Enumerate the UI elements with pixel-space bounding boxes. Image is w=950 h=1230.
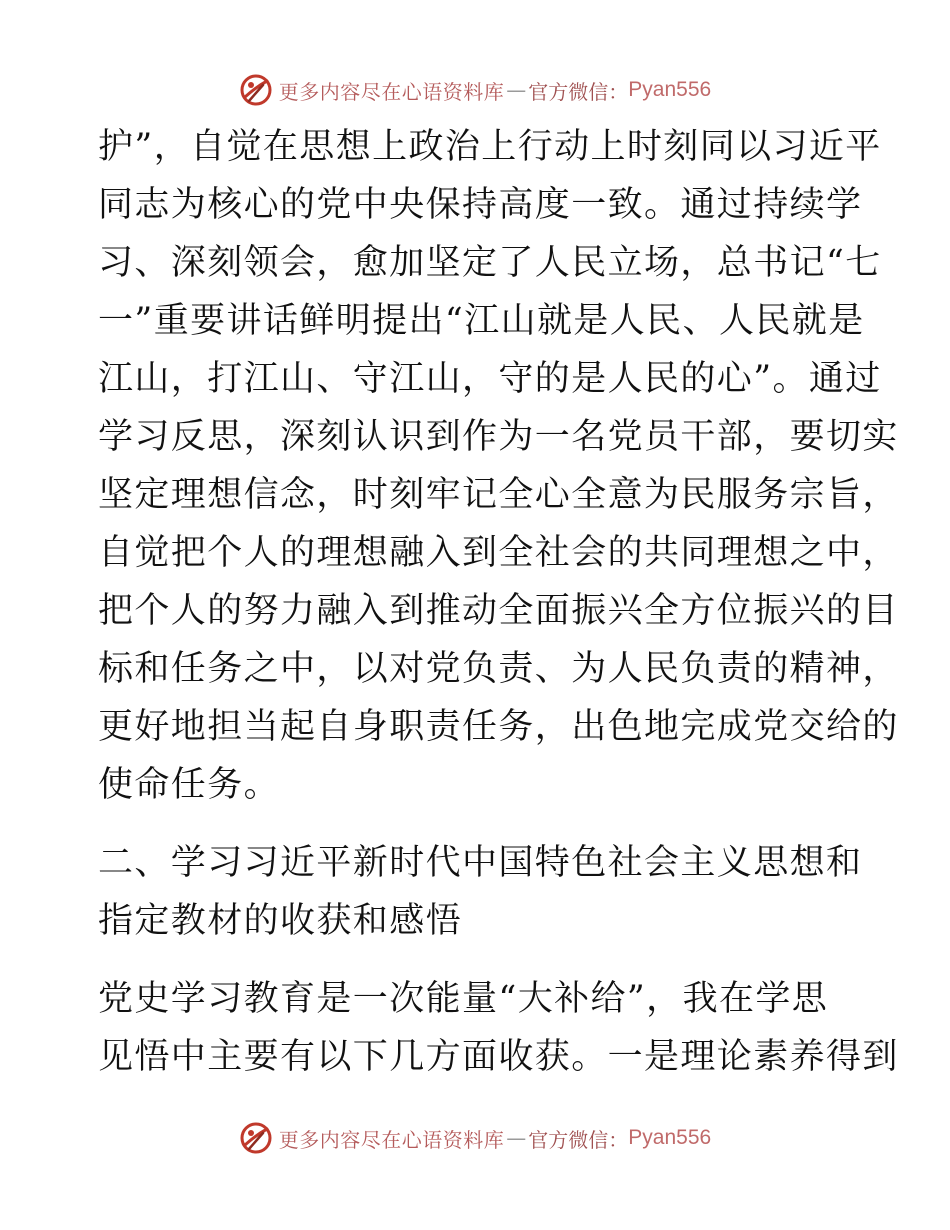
body-line: 标和任务之中，以对党负责、为人民负责的精神， (98, 649, 899, 689)
body-line: 党史学习教育是一次能量“大补给”，我在学思 (98, 979, 829, 1019)
body-line: 护”，自觉在思想上政治上行动上时刻同以习近平 (98, 127, 882, 167)
body-line: 见悟中主要有以下几方面收获。一是理论素养得到 (98, 1037, 899, 1077)
header-wechat-label: 官方微信： (528, 79, 629, 104)
header-site-text: 更多内容尽在心语资料库 (278, 79, 505, 104)
footer-site-text: 更多内容尽在心语资料库 (278, 1127, 505, 1152)
section-heading-line: 指定教材的收获和感悟 (98, 901, 463, 941)
body-line: 学习反思，深刻认识到作为一名党员干部，要切实 (98, 417, 899, 457)
body-line: 一”重要讲话鲜明提出“江山就是人民、人民就是 (98, 301, 865, 341)
body-line: 把个人的努力融入到推动全面振兴全方位振兴的目 (98, 591, 899, 631)
footer-wechat-label: 官方微信： (528, 1127, 629, 1152)
footer-banner (0, 1118, 950, 1158)
body-line: 更好地担当起自身职责任务，出色地完成党交给的 (98, 707, 899, 747)
header-separator: — (506, 78, 527, 102)
header-banner (0, 70, 950, 110)
body-line: 江山，打江山、守江山，守的是人民的心”。通过 (98, 359, 882, 399)
footer-separator: — (506, 1126, 527, 1150)
book-quill-logo-icon (239, 73, 273, 107)
book-quill-logo-icon (239, 1121, 273, 1155)
body-line: 坚定理想信念，时刻牢记全心全意为民服务宗旨， (98, 475, 899, 515)
footer-wechat-id: Pyan556 (628, 1126, 712, 1149)
section-heading-line: 二、学习习近平新时代中国特色社会主义思想和 (98, 843, 863, 883)
header-wechat-id: Pyan556 (628, 78, 712, 101)
body-line: 自觉把个人的理想融入到全社会的共同理想之中， (98, 533, 899, 573)
body-line: 使命任务。 (98, 765, 281, 805)
body-line: 同志为核心的党中央保持高度一致。通过持续学 (98, 185, 863, 225)
body-line: 习、深刻领会，愈加坚定了人民立场，总书记“七 (98, 243, 882, 283)
